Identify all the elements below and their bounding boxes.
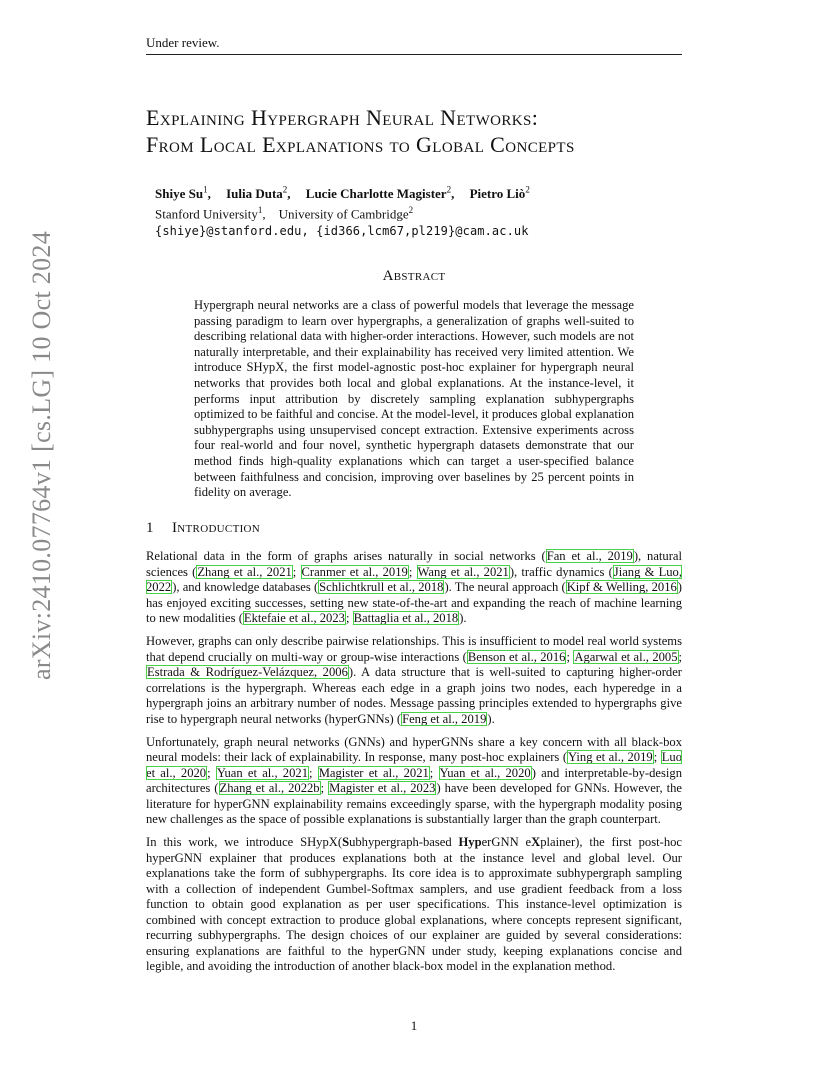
citation-link[interactable]: Schlichtkrull et al., 2018 (319, 580, 444, 594)
citation-link[interactable]: Luo et al., 2020 (146, 750, 682, 780)
author: Pietro Liò$^2$ (469, 185, 530, 202)
citation-link[interactable]: Zhang et al., 2022b (219, 781, 320, 795)
text-run: plainer), the first post-hoc hyperGNN explainer that produces explanations both at the instance level and global level. Our explanations take the form of subhypergraphs. Its core idea is to approximate subhypergraph sampling with a collection of independent Gumbel-Softmax samplers, and use gradient feedback from a loss function to obtain good explanation as per user specifications. This instance-level optimization is combined with concept extraction to produce global explanations, where concepts represent significant, recurring subhypergraphs. The design choices of our explainer are guided by several considerations: ensuring explanations are faithful to the hyperGNN under study, keeping explanations concise and legible, and avoiding the introduction of another black-box model in the explanation method. (146, 835, 683, 973)
text-run: In this work, we introduce SHypX( (146, 835, 343, 849)
text-run: ; (429, 765, 439, 780)
text-run: ), and knowledge databases ( (172, 580, 319, 594)
author-emails: {shiye}@stanford.edu, {id366,lcm67,pl219}@cam.ac.uk (155, 223, 529, 238)
paragraph (146, 735, 682, 828)
text-run: Unfortunately, graph neural networks (GNNs) and hyperGNNs share a key concern with all black-box neural models: their lack of explainability. In response, many post-hoc explainers ( (146, 734, 682, 764)
affiliation: University of Cambridge (278, 206, 409, 222)
bold-text: X (531, 835, 541, 849)
paragraph (146, 634, 682, 727)
arxiv-stamp: arXiv:2410.07764v1 [cs.LG] 10 Oct 2024 (27, 231, 56, 680)
citation-link[interactable]: Magister et al., 2021 (318, 765, 429, 780)
text-run: ). (487, 711, 495, 726)
author-block (155, 182, 695, 240)
page-number: 1 (410, 1018, 418, 1033)
text-run: ; (292, 564, 301, 579)
paragraph (146, 549, 682, 627)
text-run: However, graphs can only describe pairwise relationships. This is insufficient to model real world systems that depend crucially on multi-way or group-wise interactions ( (146, 634, 682, 664)
running-header: Under review. (146, 35, 682, 55)
author: Lucie Charlotte Magister$^2$, (305, 185, 455, 202)
text-run: ; (309, 765, 318, 780)
citation-link[interactable]: Yuan et al., 2021 (216, 765, 308, 780)
text-run: ). The neural approach ( (444, 580, 566, 594)
text-run: ; (408, 564, 417, 579)
text-run: ) and interpretable-by-design architectures ( (146, 765, 682, 795)
text-run: ) have been developed for GNNs. However, the literature for hyperGNN explainability remains exceedingly sparse, with the hypergraph modality posing new challenges as the space of possible explanations is substantially larger than the graph counterpart. (146, 781, 683, 826)
affiliations: Stanford University$^1$, University of Cambridge$^2$ (155, 205, 414, 222)
author: Iulia Duta$^2$, (226, 185, 291, 202)
abstract-text: Hypergraph neural networks are a class of powerful models that leverage the message passing paradigm to learn over hypergraphs, a generalization of graphs well-suited to describing relational data with higher-order interactions. However, such models are not naturally interpretable, and their explainability has received very limited attention. We introduce SHypX, the first model-agnostic post-hoc explainer for hypergraph neural networks that provides both local and global explanations. At the instance-level, it performs input attribution by discretely sampling explanation subhypergraphs optimized to be faithful and concise. At the model-level, it produces global explanation subhypergraphs using unsupervised concept extraction. Extensive experiments across four real-world and four novel, synthetic hypergraph datasets demonstrate that our method finds high-quality explanations which can target a user-specified balance between faithfulness and concision, improving over baselines by 25 percent points in fidelity on average. (194, 298, 634, 500)
text-run: erGNN e (481, 835, 532, 849)
citation-link[interactable]: Fan et al., 2019 (546, 549, 633, 563)
citation-link[interactable]: Feng et al., 2019 (402, 711, 487, 726)
paper-title (146, 104, 706, 158)
text-run: ) has enjoyed exciting successes, setting new state-of-the-art and expanding the reach of machine learning to new modalities ( (146, 580, 682, 625)
text-run: ). (459, 611, 467, 625)
section-title: Introduction (172, 520, 261, 536)
citation-link[interactable]: Yuan et al., 2020 (439, 765, 531, 780)
author: Shiye Su$^1$, (155, 185, 211, 202)
citation-link[interactable]: Battaglia et al., 2018 (353, 611, 459, 625)
bold-text: S (342, 835, 350, 849)
section-heading (146, 519, 682, 537)
citation-link[interactable]: Wang et al., 2021 (417, 564, 509, 579)
citation-link[interactable]: Estrada & Rodríguez-Velázquez, 2006 (147, 665, 348, 679)
affiliation: Stanford University (155, 206, 258, 222)
citation-link[interactable]: Zhang et al., 2021 (197, 564, 292, 579)
citation-link[interactable]: Ektefaie et al., 2023 (243, 611, 345, 625)
section-number: 1 (146, 520, 154, 536)
title-line-2: From Local Explanations to Global Concepts (146, 132, 575, 157)
text-run: ; (320, 781, 329, 795)
body-text (146, 549, 682, 982)
citation-link[interactable]: Agarwal et al., 2005 (574, 649, 678, 664)
citation-link[interactable]: Kipf & Welling, 2016 (566, 580, 677, 594)
text-run: ), natural sciences ( (146, 549, 682, 579)
citation-link[interactable]: Ying et al., 2019 (568, 750, 653, 764)
author-names (155, 182, 695, 202)
text-run: ; (207, 765, 216, 780)
citation-link[interactable]: Jiang & Luo, 2022 (146, 564, 683, 594)
citation-link[interactable]: Cranmer et al., 2019 (301, 564, 408, 579)
text-run: ubhypergraph-based (349, 835, 459, 849)
abstract-heading: Abstract (382, 268, 446, 284)
paragraph (146, 835, 682, 975)
bold-text: Hyp (458, 835, 482, 849)
text-run: ). A data structure that is well-suited to capturing higher-order correlations is the hypergraph. Whereas each edge in a graph joins two nodes, each hyperedge in a hypergraph joins an arbitrary number of nodes. Message passing principles extended to hypergraphs give rise to hypergraph neural networks (hyperGNNs) ( (146, 665, 682, 726)
title-line-1: Explaining Hypergraph Neural Networks: (146, 105, 539, 130)
text-run: ; (345, 611, 353, 625)
text-run: ; (653, 750, 661, 764)
citation-link[interactable]: Benson et al., 2016 (467, 649, 566, 664)
text-run: Relational data in the form of graphs arises naturally in social networks ( (146, 549, 546, 563)
text-run: ), traffic dynamics ( (509, 564, 613, 579)
text-run: ; (566, 649, 574, 664)
citation-link[interactable]: Magister et al., 2023 (329, 781, 436, 795)
text-run: ; (678, 649, 683, 664)
